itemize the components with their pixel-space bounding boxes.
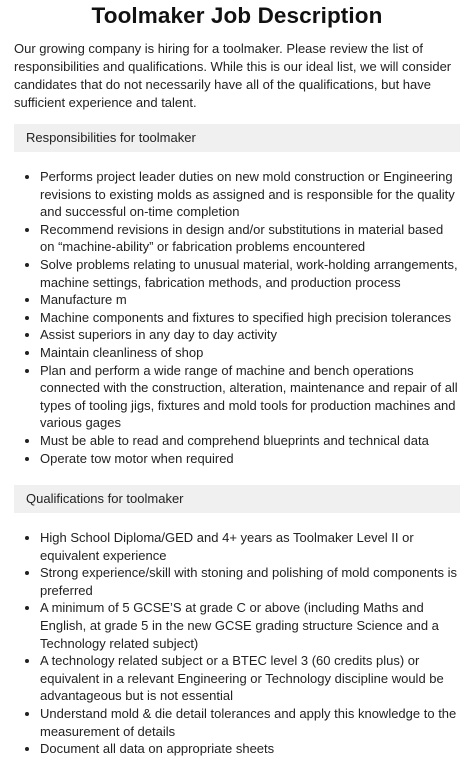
list-item: • A minimum of 5 GCSE’S at grade C or above (including Maths and English, at grade 5 in the new GCSE grading structure Science and a Technology related subject) — [40, 599, 460, 652]
page-title: Toolmaker Job Description — [91, 3, 383, 28]
list-item: • Plan and perform a wide range of machine and bench operations connected with the construction, alteration, maintenance and repair of all types of tooling jigs, fixtures and mold tools for production machines and various gages — [40, 362, 460, 432]
list-item: • Recommend revisions in design and/or substitutions in material based on “machine-ability” or fabrication problems encountered — [40, 221, 460, 256]
list-item: • Machine components and fixtures to specified high precision tolerances — [40, 309, 460, 327]
responsibilities-list — [14, 168, 460, 467]
list-item: • A technology related subject or a BTEC level 3 (60 credits plus) or equivalent in a relevant Engineering or Technology discipline would be advantageous but is not essential — [40, 652, 460, 705]
list-item: • Assist superiors in any day to day activity — [40, 326, 460, 344]
list-item: • Understand mold & die detail tolerances and apply this knowledge to the measurement of details — [40, 705, 460, 740]
responsibilities-heading: Responsibilities for toolmaker — [14, 124, 460, 152]
qualifications-list — [14, 529, 460, 758]
list-item: • Maintain cleanliness of shop — [40, 344, 460, 362]
list-item: • Document all data on appropriate sheets — [40, 740, 460, 758]
qualifications-heading: Qualifications for toolmaker — [14, 485, 460, 513]
list-item: • Manufacture m — [40, 291, 460, 309]
list-item: • Solve problems relating to unusual material, work-holding arrangements, machine settings, fabrication methods, and production process — [40, 256, 460, 291]
list-item: • Strong experience/skill with stoning and polishing of mold components is preferred — [40, 564, 460, 599]
list-item: • Operate tow motor when required — [40, 450, 460, 468]
list-item: • Performs project leader duties on new mold construction or Engineering revisions to existing molds as assigned and is responsible for the quality and successful on-time completion — [40, 168, 460, 221]
list-item: • Must be able to read and comprehend blueprints and technical data — [40, 432, 460, 450]
intro-paragraph: Our growing company is hiring for a toolmaker. Please review the list of responsibilities and qualifications. While this is our ideal list, we will consider candidates that do not necessarily have all of the qualifications, but have sufficient experience and talent. — [14, 41, 452, 110]
list-item: • High School Diploma/GED and 4+ years as Toolmaker Level II or equivalent experience — [40, 529, 460, 564]
